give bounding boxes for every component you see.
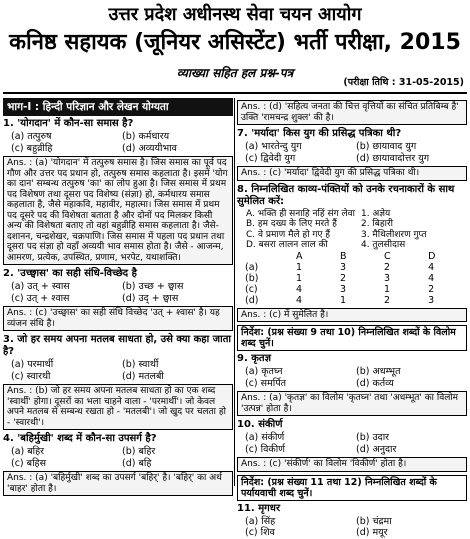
grid-cell: 3 [339, 261, 346, 273]
option: (c) समर्पित [245, 377, 287, 389]
grid-cell: 3 [384, 272, 391, 284]
option: (d) उद् + छ्वास [122, 292, 179, 304]
option: (c) उत् + श्वास [11, 292, 70, 304]
option: (c) बहुव्रीहि [11, 142, 53, 154]
code-grid [237, 251, 467, 306]
grid-cell: C [384, 250, 391, 262]
option: (b) उच्छ + छ्वास [122, 281, 184, 292]
option: (b) उदार [356, 432, 390, 443]
grid-cell: 1 [295, 272, 302, 284]
option: (a) उत् + स्वास [11, 281, 70, 292]
option: (b) चंद्रमा [356, 515, 392, 527]
grid-cell: (b) [245, 272, 259, 284]
question-10-options [237, 432, 467, 455]
grid-cell: (a) [245, 261, 259, 273]
option: (d) कर्तव्य [356, 377, 394, 389]
option: (a) भारतेन्दु युग [245, 141, 302, 152]
answer-6: Ans. : (d) 'सहित्य जनता की चित्त वृत्तियों का संचित प्रतिबिम्ब है' उक्ति 'रामचन्द्र शुक्ल' की है। [237, 100, 467, 125]
question-7-options [237, 141, 467, 164]
commission-title: उत्तर प्रदेश अधीनस्थ सेवा चयन आयोग [108, 4, 362, 25]
paper-subtitle: व्याख्या सहित हल प्रश्न-पत्र [176, 66, 294, 80]
answer-3: Ans. : (b) जो हर समय अपना मतलब साधता हो का एक शब्द 'स्वार्थी' होगा। दूसरों का भला चाहने वाला - 'परमार्थी'। जो केवल अपने मतलब से सम्बन्ध रखता हो - 'मतलबी'। जो खुद पर चलता हो - 'स्वारथी'। [3, 384, 233, 430]
question-11: 11. मृगधर [237, 502, 281, 514]
match-table [243, 209, 467, 251]
grid-cell: B [339, 250, 347, 262]
grid-cell [245, 251, 290, 262]
option: (b) कर्मधारय [122, 131, 170, 142]
question-11-options [237, 516, 467, 539]
question-4: 4. 'बहिर्मुखी' शब्द में कौन-सा उपसर्ग है? [3, 433, 157, 444]
header-rule [3, 92, 467, 94]
answer-7: Ans. : (c) 'मर्यादा' द्विवेदी युग की प्रसिद्ध पत्रिका थी। [237, 166, 467, 181]
poet: 2. बिहारी [360, 219, 394, 229]
exam-title: कनिष्ठ सहायक (जूनियर असिस्टेंट) भर्ती परीक्षा, 2015 [9, 30, 461, 55]
option: (c) द्विवेदी युग [245, 152, 296, 164]
option: (a) तत्पुरुष [11, 131, 52, 142]
option: (b) छायावाद युग [356, 141, 417, 152]
grid-cell: 1 [295, 261, 302, 273]
option: (d) मयूर [356, 527, 388, 538]
option: (b) स्वार्थी [122, 359, 159, 370]
poet: 4. तुलसीदास [360, 240, 406, 250]
option: (a) परमार्थी [11, 359, 54, 370]
grid-cell: (c) [245, 283, 258, 295]
question-8: 8. निम्नलिखित काव्य-पंक्तियों को उनके रचनाकारों के साथ सुमेलित करें: [237, 183, 455, 207]
line: A. भक्ति ही सनाहि नहिं संग लेवा [246, 208, 355, 219]
line: D. बसरा लालन लाल की [246, 240, 328, 250]
answer-8: Ans. : (c) में सुमेलित है। [237, 308, 467, 323]
grid-cell: 1 [339, 294, 346, 306]
grid-cell: 2 [428, 283, 435, 295]
grid-cell: 2 [384, 294, 391, 306]
option: (d) अनुदार [356, 443, 397, 455]
option: (a) बहिर [11, 446, 45, 457]
left-column [3, 98, 233, 499]
poet: 1. अज्ञेय [360, 208, 391, 219]
option: (a) संकीर्ण [245, 432, 285, 443]
option: (b) अधम्भूत [356, 366, 401, 377]
instruction-1: निर्देश: (प्रश्न संख्या 9 तथा 10) निम्नलिखित शब्दों के विलोम शब्द चुनें। [237, 325, 467, 351]
question-4-options [3, 446, 233, 469]
page-header [0, 0, 470, 96]
line: B. हम दख्य के लिए मरते हैं [246, 219, 337, 229]
question-1-options [3, 131, 233, 154]
option: (a) कृतघ्न [245, 366, 283, 377]
grid-cell: 4 [428, 272, 435, 284]
answer-2: Ans. : (c) 'उच्छ्वास' का सही संधि विच्छेद 'उत् + श्वास' है। यह व्यंजन संधि है। [3, 306, 233, 331]
option: (c) शिव [245, 527, 275, 538]
exam-date: (परीक्षा तिथि : 31-05-2015) [343, 77, 464, 88]
question-1: 1. 'योगदान' में कौन-सा समास है? [3, 118, 134, 129]
answer-9: Ans. : (a) 'कृतज्ञ' का विलोम 'कृतघ्न' तथा 'अधम्भूत' का विलोम 'उत्पन्न' होता है। [237, 391, 467, 416]
question-3: 3. जो हर समय अपना मतलब साधता हो, उसे क्या कहा जाता है? [3, 334, 231, 357]
grid-cell: 4 [295, 283, 302, 295]
question-7: 7. 'मर्यादा' किस युग की प्रसिद्ध पत्रिका थी? [237, 128, 402, 139]
instruction-2: निर्देश: (प्रश्न संख्या 11 तथा 12) निम्नलिखित शब्दों के पर्यायवाची शब्द चुनें। [237, 475, 467, 501]
option: (d) बहि [122, 457, 152, 469]
option: (d) छायावादोत्तर युग [356, 152, 430, 164]
grid-cell: 1 [384, 283, 391, 295]
option: (b) बहिर [122, 446, 156, 457]
option: (d) मतलबी [122, 370, 164, 382]
option: (c) बहिस [11, 457, 47, 469]
grid-cell: 2 [339, 272, 346, 284]
grid-cell: 4 [428, 261, 435, 273]
grid-cell: A [295, 250, 303, 262]
question-9: 9. कृतज्ञ [237, 353, 272, 364]
answer-4: Ans. : (a) 'बहिर्मुखी' शब्द का उपसर्ग 'बहिर्' है। 'बहिर्' का अर्थ 'बाहर' होता है। [3, 471, 233, 496]
line: C. वे प्रमाण मैले हो गए हैं [246, 229, 331, 240]
answer-1: Ans. : (a) 'योगदान' में तत्पुरुष समास है। जिस समास का पूर्व पद गौण और उत्तर पद प्रधान हो, तत्पुरुष समास कहलाता है। इसमें 'योग का दान' सम्बन्ध तत्पुरुष 'का' का लोप हुआ है। जिस समास में प्रथम पद विशेषण तथा दूसरा पद विशेष्य (संज्ञा) हो, कर्मधारय समास कहलाता है, जैसे महाकवि, महावीर, महात्मा। जिस समास में प्रथम पद दूसरे पद की विशेषता बताता है और दोनों पद मिलकर किसी अन्य की विशेषता बताए तो वहां बहुव्रीहि समास कहलाता है। जैसे- दशानन, चन्द्रशेखर, चक्रपाणि। जिस समास में पहला पद प्रधान तथा दूसरा पद संज्ञा हो वहाँ अव्ययी भाव समास होता है। जैसे - आजन्म, आमरण, प्रत्येक, उपस्थित, प्रणाम, भरपेट, यथाशक्ति। [3, 156, 233, 265]
question-2-options [3, 281, 233, 304]
question-9-options [237, 366, 467, 389]
grid-cell: (d) [245, 294, 259, 306]
option: (d) अव्ययीभाव [122, 142, 177, 154]
poet: 3. मैथिलीशरण गुप्त [360, 229, 427, 240]
grid-cell: 3 [339, 283, 346, 295]
question-3-options [3, 359, 233, 382]
right-column [237, 98, 467, 539]
grid-cell: D [428, 250, 436, 262]
grid-cell: 4 [295, 294, 302, 306]
option: (a) सिंह [245, 515, 276, 527]
answer-10: Ans. : (c) 'संकीर्ण' का विलोम 'विकीर्ण' होता है। [237, 457, 467, 472]
question-10: 10. संकीर्ण [237, 419, 283, 430]
question-2: 2. 'उच्छ्वास' का सही संधि-विच्छेद है [3, 268, 137, 279]
option: (c) विकीर्ण [245, 443, 286, 455]
grid-cell: 2 [384, 261, 391, 273]
option: (c) स्वारथी [11, 370, 51, 382]
column-divider [234, 98, 235, 486]
section-heading: भाग-I : हिन्दी परिज्ञान और लेखन योग्यता [3, 98, 233, 116]
grid-cell: 3 [428, 294, 435, 306]
